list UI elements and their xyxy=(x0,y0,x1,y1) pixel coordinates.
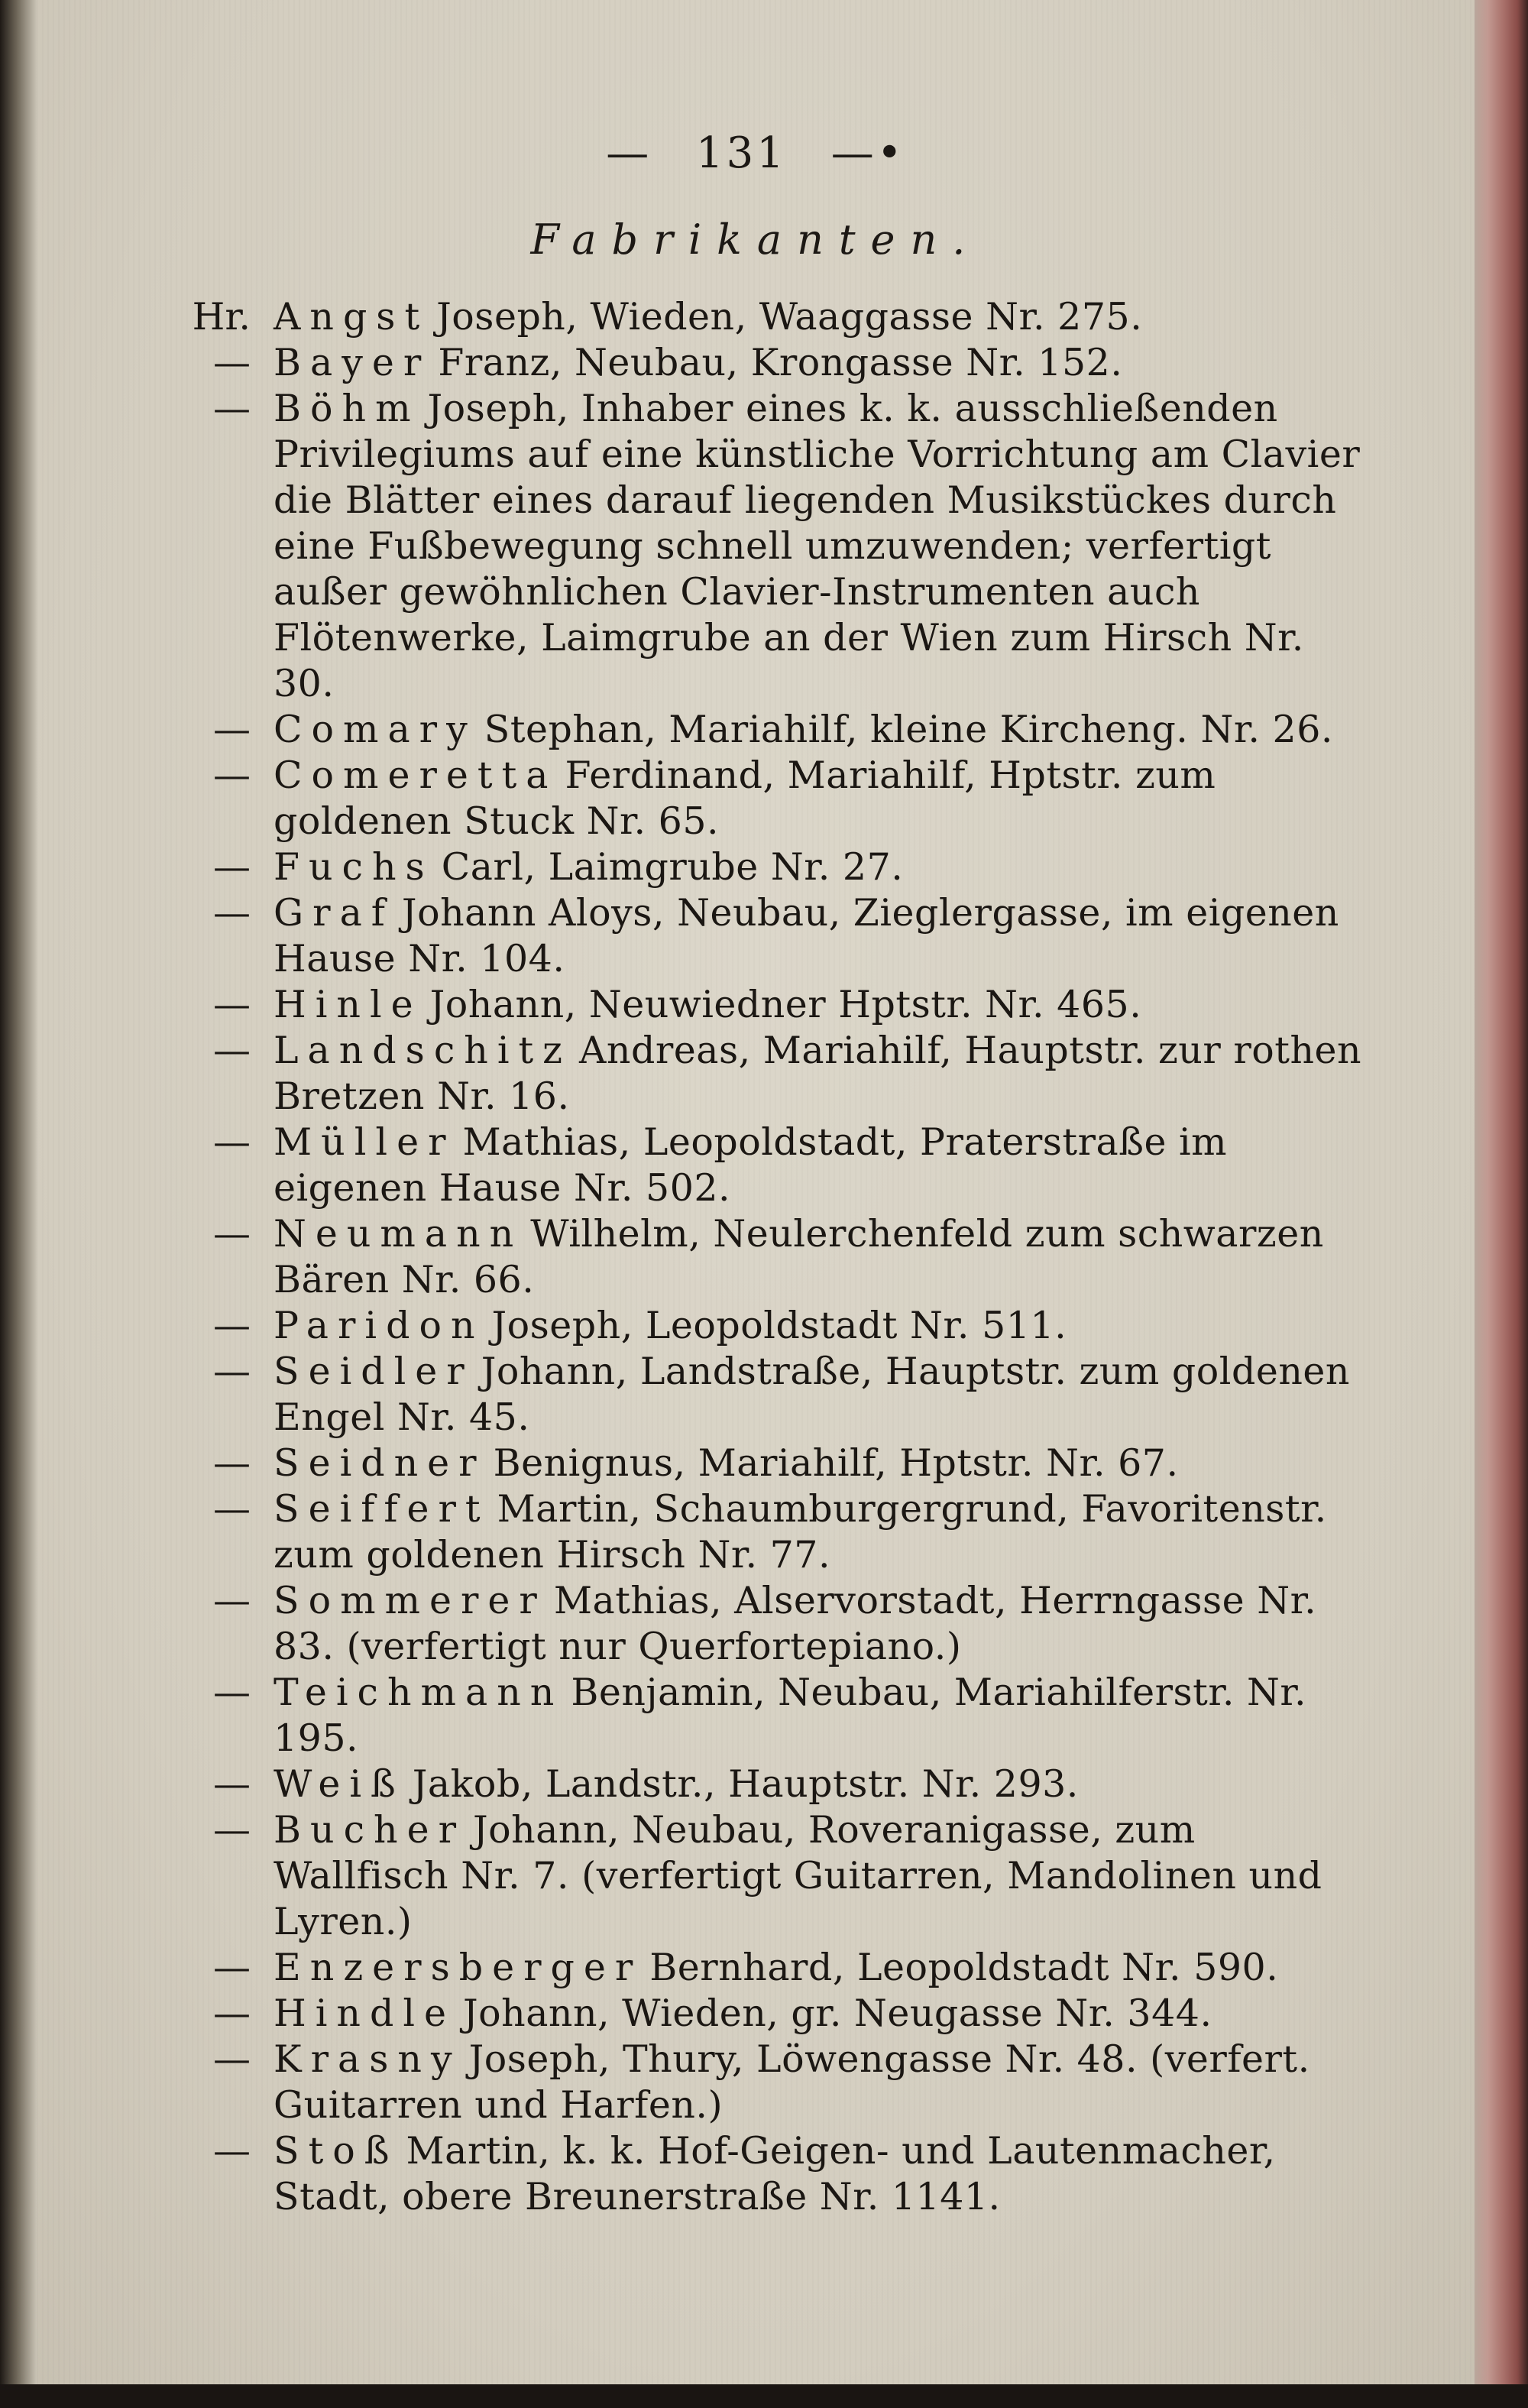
entry-surname: Bayer xyxy=(274,341,431,384)
entry-marker: — xyxy=(213,891,251,935)
entry-surname: Neumann xyxy=(274,1212,523,1256)
entry-details: Jakob, Landstr., Hauptstr. Nr. 293. xyxy=(412,1762,1079,1806)
entry-marker: — xyxy=(213,1579,251,1622)
entry-details: Mathias, Alservorstadt, Herrngasse Nr. 83. (verfertigt nur Querfortepiano.) xyxy=(274,1579,1317,1668)
entry-details: Carl, Laimgrube Nr. 27. xyxy=(441,845,904,889)
entry-details: Stephan, Mariahilf, kleine Kircheng. Nr. 26. xyxy=(484,708,1333,751)
entry-surname: Fuchs xyxy=(274,845,434,889)
entry-marker: — xyxy=(213,1120,251,1164)
list-item xyxy=(121,1028,1374,1120)
entry-details: Franz, Neubau, Krongasse Nr. 152. xyxy=(438,341,1123,384)
list-item xyxy=(121,1211,1374,1303)
entry-details: Johann, Landstraße, Hauptstr. zum goldenen Engel Nr. 45. xyxy=(274,1350,1350,1439)
entry-surname: Enzersberger xyxy=(274,1946,643,1989)
entry-surname: Weiß xyxy=(274,1762,405,1806)
entry-details: Johann, Neubau, Roveranigasse, zum Wallfisch Nr. 7. (verfertigt Guitarren, Mandolinen und Lyren.) xyxy=(274,1808,1322,1943)
entry-marker: — xyxy=(213,2037,251,2081)
page-edge-bottom xyxy=(0,2384,1528,2408)
entry-surname: Hinle xyxy=(274,983,422,1026)
list-item xyxy=(121,1578,1374,1670)
entry-surname: Seidler xyxy=(274,1350,474,1393)
entry-marker: — xyxy=(213,1350,251,1393)
list-item xyxy=(121,844,1374,890)
header-right-dash: —• xyxy=(830,128,905,178)
list-item xyxy=(121,2128,1374,2220)
entry-marker: — xyxy=(213,1808,251,1852)
entry-surname: Seiffert xyxy=(274,1487,490,1531)
entry-marker: — xyxy=(213,845,251,889)
entry-surname: Comeretta xyxy=(274,754,558,797)
entry-surname: Krasny xyxy=(274,2037,461,2081)
book-page xyxy=(37,0,1475,2384)
entry-marker: — xyxy=(213,341,251,384)
entry-surname: Paridon xyxy=(274,1304,484,1347)
page-header xyxy=(37,128,1475,178)
entry-marker: — xyxy=(213,1029,251,1072)
list-item xyxy=(121,1991,1374,2037)
entry-marker: — xyxy=(213,1671,251,1714)
list-item xyxy=(121,1349,1374,1441)
entry-marker: Hr. xyxy=(192,295,251,339)
list-item xyxy=(121,707,1374,753)
list-item xyxy=(121,1761,1374,1807)
list-item xyxy=(121,340,1374,386)
entry-details: Johann, Neuwiedner Hptstr. Nr. 465. xyxy=(429,983,1142,1026)
entry-surname: Sommerer xyxy=(274,1579,546,1622)
entry-marker: — xyxy=(213,1304,251,1347)
list-item xyxy=(121,1486,1374,1578)
entry-details: Johann Aloys, Neubau, Zieglergasse, im eigenen Hause Nr. 104. xyxy=(274,891,1339,980)
entry-marker: — xyxy=(213,1441,251,1485)
list-item xyxy=(121,1670,1374,1761)
entry-details: Benignus, Mariahilf, Hptstr. Nr. 67. xyxy=(493,1441,1179,1485)
entry-surname: Hindle xyxy=(274,1992,455,2035)
entry-surname: Landschitz xyxy=(274,1029,572,1072)
entry-details: Wilhelm, Neulerchenfeld zum schwarzen Bären Nr. 66. xyxy=(274,1212,1324,1301)
list-item xyxy=(121,982,1374,1028)
entry-surname: Comary xyxy=(274,708,477,751)
entry-details: Benjamin, Neubau, Mariahilferstr. Nr. 195. xyxy=(274,1671,1307,1760)
entry-marker: — xyxy=(213,1946,251,1989)
list-item xyxy=(121,1120,1374,1211)
entry-details: Joseph, Wieden, Waaggasse Nr. 275. xyxy=(436,295,1143,339)
list-item xyxy=(121,386,1374,707)
entry-marker: — xyxy=(213,754,251,797)
entry-surname: Graf xyxy=(274,891,394,935)
entry-marker: — xyxy=(213,708,251,751)
entry-surname: Bucher xyxy=(274,1808,465,1852)
section-title: Fabrikanten. xyxy=(530,216,981,264)
list-item xyxy=(121,1807,1374,1945)
entry-details: Joseph, Inhaber eines k. k. ausschließenden Privilegiums auf eine künstliche Vorrichtung am Clavier die Blätter eines darauf liegenden Musikstückes durch eine Fußbewegung schnell umzuwenden; verfertigt außer gewöhnlichen Clavier-Instrumenten auch Flötenwerke, Laimgrube an der Wien zum Hirsch Nr. 30. xyxy=(274,387,1361,705)
list-item xyxy=(121,1303,1374,1349)
entry-details: Ferdinand, Mariahilf, Hptstr. zum goldenen Stuck Nr. 65. xyxy=(274,754,1216,843)
entry-details: Bernhard, Leopoldstadt Nr. 590. xyxy=(649,1946,1279,1989)
list-item xyxy=(121,890,1374,982)
entry-details: Joseph, Thury, Löwengasse Nr. 48. (verfert. Guitarren und Harfen.) xyxy=(274,2037,1310,2127)
list-item xyxy=(121,294,1374,340)
entry-marker: — xyxy=(213,1487,251,1531)
list-item xyxy=(121,2037,1374,2128)
list-item xyxy=(121,753,1374,844)
entry-marker: — xyxy=(213,983,251,1026)
entry-details: Mathias, Leopoldstadt, Praterstraße im eigenen Hause Nr. 502. xyxy=(274,1120,1228,1210)
entry-details: Martin, Schaumburgergrund, Favoritenstr. zum goldenen Hirsch Nr. 77. xyxy=(274,1487,1327,1577)
entry-marker: — xyxy=(213,387,251,430)
entry-marker: — xyxy=(213,1992,251,2035)
entry-surname: Stoß xyxy=(274,2129,399,2173)
entry-details: Joseph, Leopoldstadt Nr. 511. xyxy=(491,1304,1067,1347)
list-item xyxy=(121,1945,1374,1991)
entry-details: Andreas, Mariahilf, Hauptstr. zur rothen Bretzen Nr. 16. xyxy=(274,1029,1362,1118)
entry-surname: Seidner xyxy=(274,1441,486,1485)
entry-details: Martin, k. k. Hof-Geigen- und Lautenmacher, Stadt, obere Breunerstraße Nr. 1141. xyxy=(274,2129,1276,2218)
book-gutter xyxy=(0,0,37,2408)
entry-surname: Müller xyxy=(274,1120,455,1164)
page-edge-right xyxy=(1475,0,1528,2408)
entry-surname: Böhm xyxy=(274,387,420,430)
entry-surname: Teichmann xyxy=(274,1671,564,1714)
entry-surname: Angst xyxy=(274,295,429,339)
page-number: 131 xyxy=(696,128,787,178)
entry-marker: — xyxy=(213,1212,251,1256)
entry-details: Johann, Wieden, gr. Neugasse Nr. 344. xyxy=(463,1992,1212,2035)
list-item xyxy=(121,1441,1374,1486)
entry-marker: — xyxy=(213,1762,251,1806)
manufacturer-list xyxy=(121,294,1374,2220)
entry-marker: — xyxy=(213,2129,251,2173)
header-left-dash: — xyxy=(606,128,652,178)
